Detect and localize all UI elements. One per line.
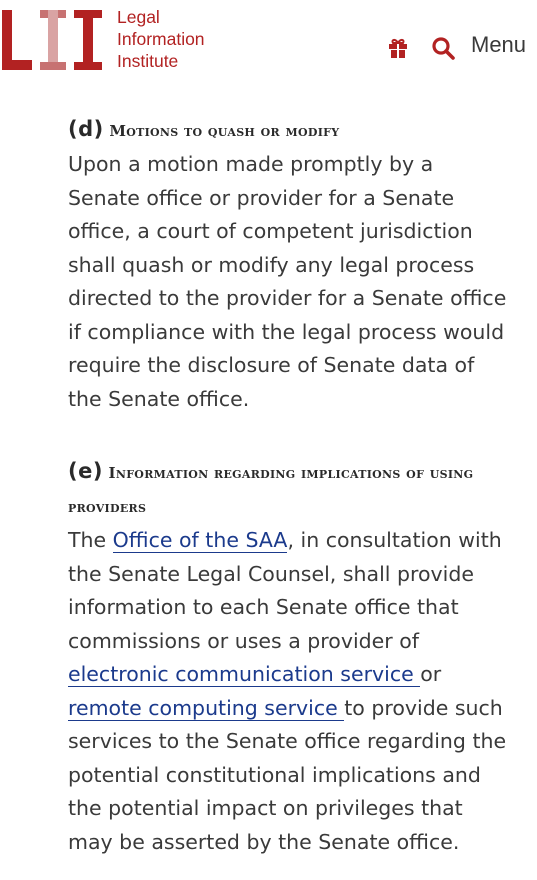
section-body (68, 524, 508, 859)
link-electronic-communication-service[interactable]: electronic communication service (68, 662, 421, 686)
section-title: Information regarding implications of using providers (68, 464, 474, 516)
section-heading (68, 454, 508, 524)
body-text: or (420, 662, 442, 686)
section-heading (68, 112, 508, 148)
site-header (0, 0, 537, 88)
link-remote-computing-service[interactable]: remote computing service (68, 695, 345, 720)
section-number: (d) (68, 117, 104, 141)
section-d (68, 112, 508, 416)
logo-line-legal: Legal (117, 7, 160, 27)
logo-line-institute: Institute (117, 51, 179, 71)
section-title: Motions to quash or modify (109, 122, 340, 140)
body-text: , in consultation with the Senate Legal Counsel, shall provide information to each Senate office that commissions or uses a provider of (68, 528, 502, 653)
search-icon[interactable] (431, 36, 455, 60)
gift-icon[interactable] (387, 37, 409, 59)
menu-button[interactable]: Menu (471, 32, 527, 57)
section-e (68, 454, 508, 859)
body-text: The (68, 528, 113, 552)
section-number: (e) (68, 459, 103, 483)
main-content (68, 112, 508, 859)
logo-line-information: Information (117, 29, 205, 49)
section-body: Upon a motion made promptly by a Senate office or provider for a Senate office, a court of competent jurisdiction shall quash or modify any legal process directed to the provider for a Senate office if compliance with the legal process would require the disclosure of Senate data of the Senate office. (68, 152, 507, 411)
lii-logo-icon[interactable] (2, 8, 106, 72)
body-text: to provide such services to the Senate office regarding the potential constitutional implications and the potential impact on privileges that may be asserted by the Senate office. (68, 695, 507, 854)
logo-text[interactable] (117, 6, 205, 72)
link-office-of-the-saa[interactable]: Office of the SAA (112, 528, 288, 552)
